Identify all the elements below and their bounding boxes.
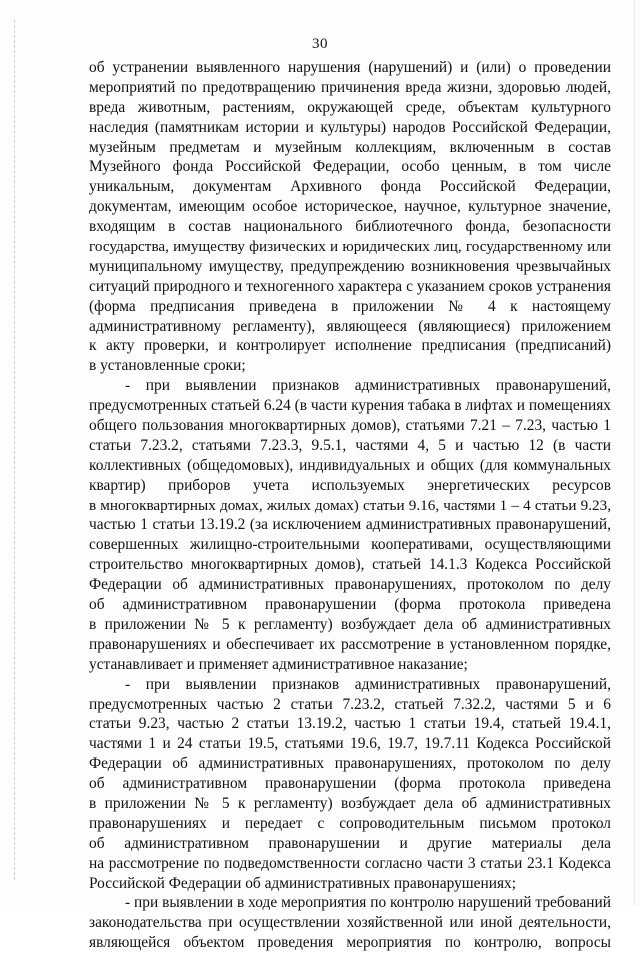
- text-line: статьи 7.23.2, статьями 7.23.3, 9.5.1, частями 4, 5 и частью 12 (в части: [89, 436, 611, 454]
- text-line: вреда животным, растениям, окружающей среде, объектам культурного: [89, 98, 611, 116]
- text-line: музейным предметам и музейным коллекциям, включенным в состав: [89, 138, 611, 156]
- text-line: об устранении выявленного нарушения (нарушений) и (или) о проведении: [89, 59, 611, 76]
- text-line: - при выявлении в ходе мероприятия по контролю нарушений требований: [125, 894, 611, 912]
- text-line: статьи 9.23, частью 2 статьи 13.19.2, частью 1 статьи 19.4, статьей 19.4.1,: [89, 715, 611, 733]
- page-number: 30: [312, 36, 328, 52]
- text-line: документам, имеющим особое историческое, научное, культурное значение,: [89, 198, 611, 216]
- text-line: законодательства при осуществлении хозяйственной или иной деятельности,: [89, 914, 611, 932]
- text-line: входящим в состав национального библиотечного фонда, безопасности: [89, 218, 611, 236]
- text-line: об административном правонарушении (форма протокола приведена: [89, 596, 611, 614]
- text-line: являющейся объектом проведения мероприятия по контролю, вопросы: [89, 934, 611, 952]
- text-line: в приложении № 5 к регламенту) возбуждает дела об административных: [89, 794, 611, 812]
- text-line: ситуаций природного и техногенного характера с указанием сроков устранения: [89, 277, 611, 295]
- text-line: муниципальному имуществу, предупреждению возникновения чрезвычайных: [89, 257, 611, 275]
- text-line: частями 1 и 24 статьи 19.5, статьями 19.6, 19.7, 19.7.11 Кодекса Российской: [89, 735, 611, 753]
- text-line: правонарушениях и передает с сопроводительным письмом протокол: [89, 814, 611, 832]
- text-line: (форма предписания приведена в приложении № 4 к настоящему: [89, 297, 611, 315]
- text-line: в приложении № 5 к регламенту) возбуждает дела об административных: [89, 615, 611, 633]
- text-line: строительство многоквартирных домов), статьей 14.1.3 Кодекса Российской: [89, 556, 611, 574]
- text-line: совершенных жилищно-строительными кооперативами, осуществляющими: [89, 536, 611, 554]
- text-line: - при выявлении признаков административных правонарушений,: [125, 675, 611, 693]
- scan-edge-left: [14, 20, 16, 880]
- text-line: на рассмотрение по подведомственности согласно части 3 статьи 23.1 Кодекса: [89, 854, 611, 872]
- text-line: в установленные сроки;: [89, 357, 246, 375]
- text-line: наследия (памятникам истории и культуры) народов Российской Федерации,: [89, 118, 611, 136]
- text-line: Федерации об административных правонарушениях, протоколом по делу: [89, 755, 611, 773]
- document-body: [89, 58, 611, 953]
- scan-edge-right: [634, 0, 636, 905]
- text-line: коллективных (общедомовых), индивидуальных и общих (для коммунальных: [89, 456, 611, 474]
- text-line: Федерации об административных правонарушениях, протоколом по делу: [89, 576, 611, 594]
- text-line: предусмотренных частью 2 статьи 7.23.2, статьей 7.32.2, частями 5 и 6: [89, 695, 611, 713]
- text-line: мероприятий по предотвращению причинения вреда жизни, здоровью людей,: [89, 78, 611, 96]
- text-line: Музейного фонда Российской Федерации, особо ценным, в том числе: [89, 158, 611, 176]
- text-line: устанавливает и применяет административное наказание;: [89, 655, 468, 673]
- text-line: государства, имуществу физических и юридических лиц, государственному или: [89, 238, 611, 256]
- text-line: квартир) приборов учета используемых энергетических ресурсов: [89, 476, 611, 494]
- text-line: - при выявлении признаков административных правонарушений,: [125, 377, 611, 395]
- text-line: предусмотренных статьей 6.24 (в части курения табака в лифтах и помещениях: [89, 397, 611, 415]
- text-line: общего пользования многоквартирных домов), статьями 7.21 – 7.23, частью 1: [89, 417, 611, 435]
- text-line: правонарушениях и обеспечивает их рассмотрение в установленном порядке,: [89, 635, 611, 653]
- text-line: частью 1 статьи 13.19.2 (за исключением административных правонарушений,: [89, 516, 611, 534]
- text-line: в многоквартирных домах, жилых домах) статьи 9.16, частями 1 – 4 статьи 9.23,: [89, 496, 611, 514]
- text-line: об административном правонарушении (форма протокола приведена: [89, 775, 611, 793]
- text-line: об административном правонарушении и другие материалы дела: [89, 834, 611, 852]
- text-line: административному регламенту), являющееся (являющиеся) приложением: [89, 317, 611, 335]
- text-line: уникальным, документам Архивного фонда Российской Федерации,: [89, 178, 611, 196]
- text-line: к акту проверки, и контролирует исполнение предписания (предписаний): [89, 337, 611, 355]
- text-line: Российской Федерации об административных правонарушениях;: [89, 874, 517, 892]
